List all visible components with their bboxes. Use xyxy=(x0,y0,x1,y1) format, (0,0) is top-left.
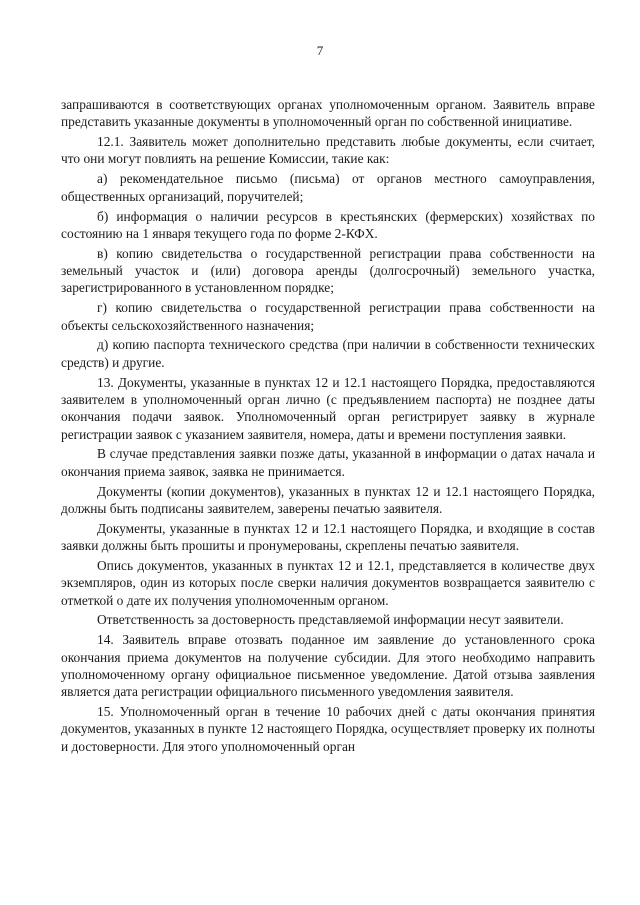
document-body xyxy=(61,96,595,758)
paragraph-12-1: 12.1. Заявитель может дополнительно представить любые документы, если считает, что они могут повлиять на решение Комиссии, такие как: xyxy=(61,134,595,167)
paragraph-12-1-g: г) копию свидетельства о государственной регистрации права собственности на объекты сельскохозяйственного назначения; xyxy=(61,300,595,333)
paragraph-12-1-b: б) информация о наличии ресурсов в крестьянских (фермерских) хозяйствах по состоянию на 1 января текущего года по форме 2-КФХ. xyxy=(61,208,595,241)
paragraph-12-1-d: д) копию паспорта технического средства (при наличии в собственности технических средств) и другие. xyxy=(61,337,595,370)
paragraph-15: 15. Уполномоченный орган в течение 10 рабочих дней с даты окончания принятия документов, указанных в пункте 12 настоящего Порядка, осуществляет проверку их полноты и достоверности. Для этого уполномоченный орган xyxy=(61,704,595,754)
paragraph-13: 13. Документы, указанные в пунктах 12 и 12.1 настоящего Порядка, предоставляются заявителем в уполномоченный орган лично (с предъявлением паспорта) не позднее даты окончания подачи заявок. Уполномоченный орган регистрирует заявку в журнале регистрации заявок с указанием заявителя, номера, даты и времени поступления заявки. xyxy=(61,374,595,442)
paragraph-13-inventory: Опись документов, указанных в пунктах 12 и 12.1, представляется в количестве двух экземпляров, один из которых после сверки наличия документов возвращается заявителю с отметкой о дате их получения уполномоченным органом. xyxy=(61,557,595,608)
paragraph-continuation: запрашиваются в соответствующих органах уполномоченным органом. Заявитель вправе представить указанные документы в уполномоченный орган по собственной инициативе. xyxy=(61,97,595,130)
page-number: 7 xyxy=(316,43,324,58)
paragraph-13-binding: Документы, указанные в пунктах 12 и 12.1 настоящего Порядка, и входящие в состав заявки должны быть прошиты и пронумерованы, скреплены печатью заявителя. xyxy=(61,520,595,554)
paragraph-14: 14. Заявитель вправе отозвать поданное им заявление до установленного срока окончания приема документов на получение субсидии. Для этого необходимо направить уполномоченному органу официальное письменное уведомление. Датой отзыва заявления является дата регистрации официального письменного уведомления заявителя. xyxy=(61,632,595,700)
paragraph-13-late-submission: В случае представления заявки позже даты, указанной в информации о датах начала и окончания приема заявок, заявка не принимается. xyxy=(61,446,595,479)
paragraph-13-responsibility: Ответственность за достоверность представляемой информации несут заявители. xyxy=(97,612,564,628)
paragraph-12-1-a: а) рекомендательное письмо (письма) от органов местного самоуправления, общественных организаций, поручителей; xyxy=(61,171,595,204)
paragraph-13-signatures: Документы (копии документов), указанных в пунктах 12 и 12.1 настоящего Порядка, должны быть подписаны заявителем, заверены печатью заявителя. xyxy=(61,483,595,516)
paragraph-12-1-v: в) копию свидетельства о государственной регистрации права собственности на земельный участок и (или) договора аренды (долгосрочный) земельного участка, зарегистрированного в установленном порядке; xyxy=(61,245,595,296)
